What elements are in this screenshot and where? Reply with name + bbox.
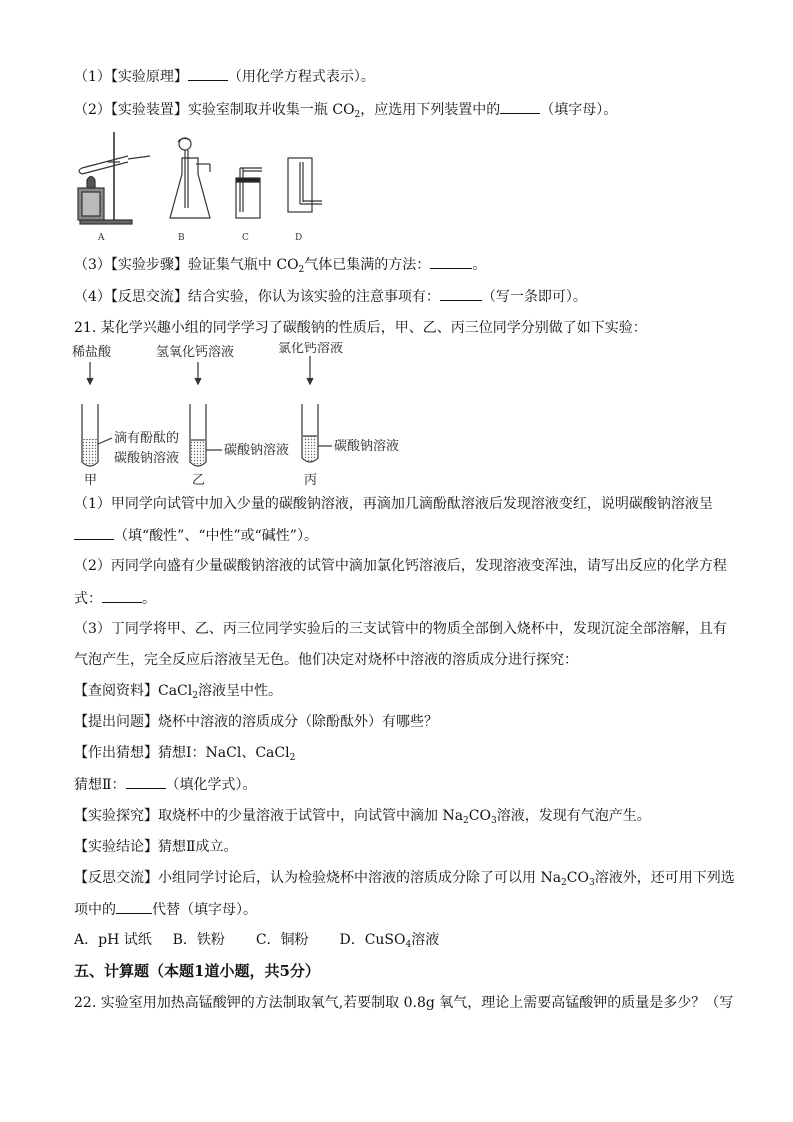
q21-options — [74, 930, 439, 950]
tube-name-jia: 甲 — [84, 473, 98, 488]
q21-conclusion: 【实验结论】猜想Ⅱ成立。 — [74, 839, 238, 855]
apparatus-figure — [70, 128, 330, 246]
apparatus-label-b: B — [178, 233, 185, 243]
q20-part4: （4）【反思交流】结合实验，你认为该实验的注意事项有： （写一条即可）。 — [74, 286, 587, 307]
q22: 22. 实验室用加热高锰酸钾的方法制取氧气,若要制取 0.8g 氧气，理论上需要高锰酸钾的质量是多少？（写 — [74, 995, 734, 1011]
q21-explore: 【实验探究】取烧杯中的少量溶液于试管中，向试管中滴加 $Na_2CO_3$溶液，发现有气泡产生。 — [74, 808, 651, 826]
q21-s1a: （1）甲同学向试管中加入少量的碳酸钠溶液，再滴加几滴酚酞溶液后发现溶液变红，说明碳酸钠溶液呈 — [74, 496, 713, 512]
apparatus-label-a: A — [98, 233, 105, 243]
apparatus-label-c: C — [242, 233, 249, 243]
q20-part1: （1）【实验原理】 （用化学方程式表示）。 — [74, 66, 375, 87]
q21-s3b: 气泡产生，完全反应后溶液呈无色。他们决定对烧杯中溶液的溶质成分进行探究： — [74, 652, 578, 668]
answer-blank[interactable] — [500, 99, 540, 114]
reagent-label-jia: 稀盐酸 — [72, 345, 112, 360]
answer-blank[interactable] — [102, 588, 142, 603]
q21-intro: 21. 某化学兴趣小组的同学学习了碳酸钠的性质后，甲、乙、丙三位同学分别做了如下实验： — [74, 320, 647, 336]
q21-reflect-b: 项中的 代替（填字母）。 — [74, 899, 257, 920]
q21-info: 【查阅资料】CaCl$_2$溶液呈中性。 — [74, 683, 282, 701]
solution-label-jia-2: 碳酸钠溶液 — [114, 451, 180, 466]
q21-s2b: 式： 。 — [74, 588, 156, 609]
answer-blank[interactable] — [430, 254, 472, 269]
q21-s1b: （填“酸性”、“中性”或“碱性”）。 — [74, 525, 318, 546]
option-d[interactable]: D．CuSO$_4$溶液 — [339, 932, 440, 950]
q21-question: 【提出问题】烧杯中溶液的溶质成分（除酚酞外）有哪些？ — [74, 714, 438, 730]
solution-label-yi: 碳酸钠溶液 — [224, 443, 290, 458]
section-5-heading: 五、计算题（本题1道小题，共5分） — [74, 962, 320, 980]
option-b[interactable]: B．铁粉 — [172, 932, 225, 948]
q20-part2: （2）【实验装置】实验室制取并收集一瓶 $CO_2$，应选用下列装置中的 （填字母）。 — [74, 99, 617, 120]
option-a[interactable]: A．pH 试纸 — [74, 932, 152, 948]
q20-part3: （3）【实验步骤】验证集气瓶中 $CO_2$气体已集满的方法： 。 — [74, 254, 486, 275]
solution-label-bing: 碳酸钠溶液 — [334, 439, 400, 454]
answer-blank[interactable] — [440, 286, 482, 301]
tube-name-bing: 丙 — [304, 473, 318, 488]
q21-reflect: 【反思交流】小组同学讨论后，认为检验烧杯中溶液的溶质成分除了可以用 $Na_2CO_3$溶液外，还可用下列选 — [74, 870, 735, 888]
answer-blank[interactable] — [188, 66, 228, 81]
q21-guess2: 猜想Ⅱ： （填化学式）。 — [74, 774, 257, 795]
option-c[interactable]: C．铜粉 — [255, 932, 309, 948]
reagent-label-yi: 氢氧化钙溶液 — [156, 345, 235, 360]
q21-s2a: （2）丙同学向盛有少量碳酸钠溶液的试管中滴加氯化钙溶液后，发现溶液变浑浊，请写出反应的化学方程 — [74, 558, 727, 574]
q21-guess1: 【作出猜想】猜想Ⅰ：NaCl、CaCl$_2$ — [74, 745, 296, 763]
answer-blank[interactable] — [126, 774, 166, 789]
answer-blank[interactable] — [116, 899, 152, 914]
apparatus-label-d: D — [295, 233, 303, 243]
reagent-label-bing: 氯化钙溶液 — [278, 342, 344, 356]
tube-name-yi: 乙 — [192, 473, 206, 488]
q21-s3a: （3）丁同学将甲、乙、丙三位同学实验后的三支试管中的物质全部倒入烧杯中，发现沉淀全部溶解，且有 — [74, 621, 727, 637]
test-tube-figure — [70, 342, 420, 490]
solution-label-jia-1: 滴有酚酞的 — [114, 431, 180, 446]
answer-blank[interactable] — [74, 525, 114, 540]
